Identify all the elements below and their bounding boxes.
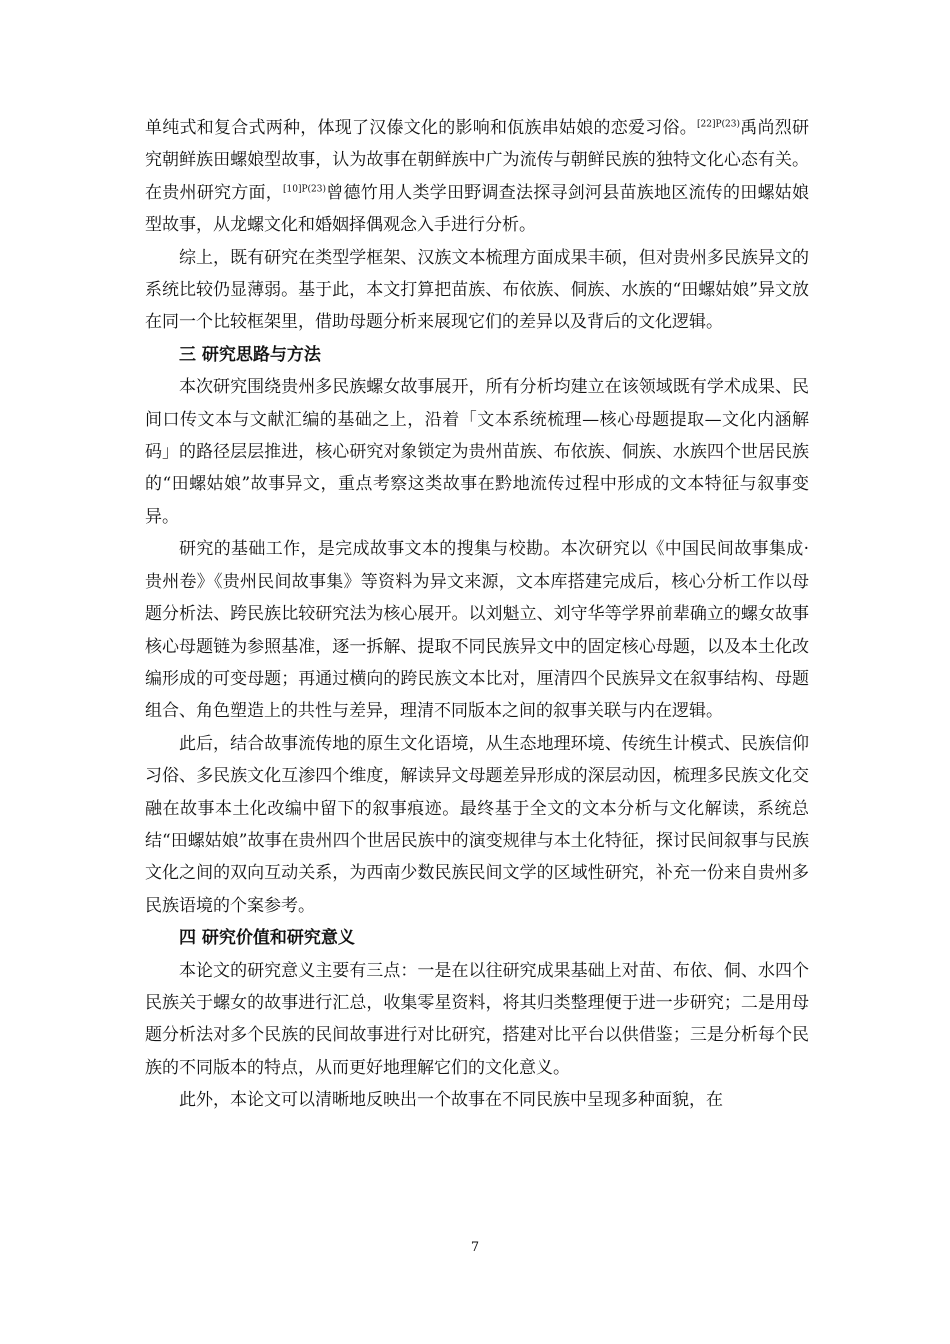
paragraph-methods-overview: 本次研究围绕贵州多民族螺女故事展开，所有分析均建立在该领域既有学术成果、民间口传文本与文献汇编的基础之上，沿着「文本系统梳理—核心母题提取—文化内涵解码」的路径层层推进，核心研究对象锁定为贵州苗族、布依族、侗族、水族四个世居民族的“田螺姑娘”故事异文，重点考察这类故事在黔地流传过程中形成的文本特征与叙事变异。 — [145, 377, 809, 527]
paragraph-additional: 此外，本论文可以清晰地反映出一个故事在不同民族中呈现多种面貌，在 — [179, 1090, 723, 1111]
paragraph-text: 禹尚烈研究朝鲜族田螺娘型故事，认为故事在朝鲜族中广为流传与朝鲜民族的独特文化心态有关。在贵州研究方面， — [145, 118, 809, 203]
citation-superscript: [10]P(23) — [283, 184, 327, 195]
section-heading-significance: 四 研究价值和研究意义 — [179, 928, 355, 949]
paragraph-methods-context: 此后，结合故事流传地的原生文化语境，从生态地理环境、传统生计模式、民族信仰习俗、多民族文化互渗四个维度，解读异文母题差异形成的深层动因，梳理多民族文化交融在故事本土化改编中留下的叙事痕迹。最终基于全文的文本分析与文化解读，系统总结“田螺姑娘”故事在贵州四个世居民族中的演变规律与本土化特征，探讨民间叙事与民族文化之间的双向互动关系，为西南少数民族民间文学的区域性研究，补充一份来自贵州多民族语境的个案参考。 — [145, 733, 809, 916]
paragraph-text: 单纯式和复合式两种，体现了汉傣文化的影响和佤族串姑娘的恋爱习俗。 — [145, 118, 697, 138]
section-heading-methods: 三 研究思路与方法 — [179, 344, 321, 365]
paragraph-summary: 综上，既有研究在类型学框架、汉族文本梳理方面成果丰硕，但对贵州多民族异文的系统比较仍显薄弱。基于此，本文打算把苗族、布依族、侗族、水族的“田螺姑娘”异文放在同一个比较框架里，借助母题分析来展现它们的差异以及背后的文化逻辑。 — [145, 247, 809, 333]
citation-superscript: [22]P(23) — [696, 119, 740, 130]
page-number: 7 — [470, 1240, 480, 1255]
paragraph-literature-review — [145, 112, 809, 242]
paragraph-methods-basis: 研究的基础工作，是完成故事文本的搜集与校勘。本次研究以《中国民间故事集成·贵州卷》《贵州民间故事集》等资料为异文来源，文本库搭建完成后，核心分析工作以母题分析法、跨民族比较研究法为核心展开。以刘魁立、刘守华等学界前辈确立的螺女故事核心母题链为参照基准，逐一拆解、提取不同民族异文中的固定核心母题，以及本土化改编形成的可变母题；再通过横向的跨民族文本比对，厘清四个民族异文在叙事结构、母题组合、角色塑造上的共性与差异，理清不同版本之间的叙事关联与内在逻辑。 — [145, 539, 809, 722]
paragraph-text: 曾德竹用人类学田野调查法探寻剑河县苗族地区流传的田螺姑娘型故事，从龙螺文化和婚姻择偶观念入手进行分析。 — [145, 182, 810, 236]
paragraph-significance: 本论文的研究意义主要有三点：一是在以往研究成果基础上对苗、布依、侗、水四个民族关于螺女的故事进行汇总，收集零星资料，将其归类整理便于进一步研究；二是用母题分析法对多个民族的民间故事进行对比研究，搭建对比平台以供借鉴；三是分析每个民族的不同版本的特点，从而更好地理解它们的文化意义。 — [145, 960, 809, 1078]
page-body — [145, 112, 809, 1117]
